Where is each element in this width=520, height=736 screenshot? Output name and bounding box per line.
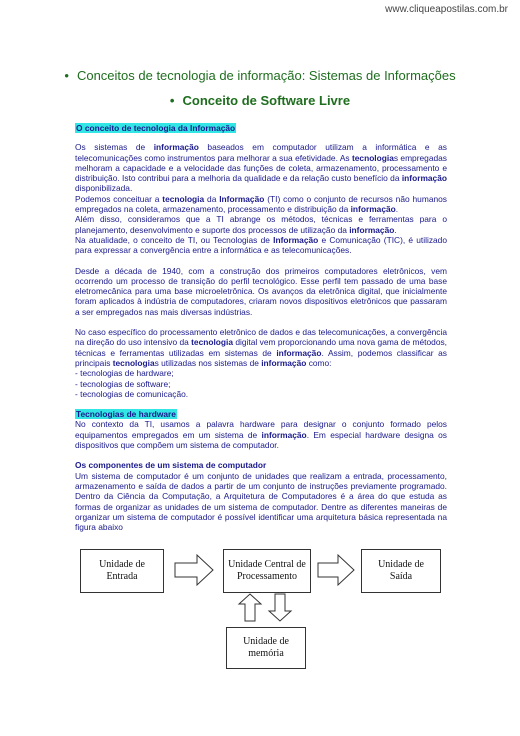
title-block [60,68,460,108]
site-url[interactable]: www.cliqueapostilas.com.br [385,4,508,15]
up-arrow-icon [239,594,261,621]
list-item: - tecnologias de hardware; [75,368,174,379]
memory-unit-box: Unidade de memória [226,627,306,669]
section-heading-ti: O conceito de tecnologia da Informação [76,123,236,133]
paragraph: Os sistemas de informação baseados em computador utilizam a informática e as telecomunicações como instrumentos para melhorar a sua efetividade. As tecnologias empregadas melhoram a capacidade e a velocidade das funções de coleta, armazenamento, processamento e distribuição. Isto contribui para a melhoria da qualidade e da relação custo benefício da informação disponibilizada. [75,142,447,194]
right-arrow-icon [175,555,213,585]
input-unit-box: Unidade de Entrada [80,549,164,593]
document-body [75,123,447,532]
paragraph: Desde a década de 1940, com a construção dos primeiros computadores eletrônicos, vem ocorrendo um processo de transição do perfil tecnológico. Esse perfil tem passado de uma base eletromecânica para uma base microeletrônica. Os avanços da eletrônica digital, que inicialmente foram aplicados à indústria de computadores, criaram novos dispositivos eletrônicos que passaram a ser empregados nas mais diversas indústrias. [75,265,447,317]
section-heading-components: Os componentes de um sistema de computador [75,460,267,471]
bullet-glyph: • [169,93,175,108]
paragraph: No caso específico do processamento eletrônico de dados e das telecomunicações, a convergência na direção do uso intensivo da tecnologia digital vem proporcionando uma nova gama de métodos, técnicas e ferramentas utilizadas em sistemas de informação. Assim, podemos classificar as principais tecnologias utilizadas nos sistemas de informação como: [75,327,447,368]
cpu-box: Unidade Central de Processamento [223,549,311,593]
subtitle-text: Conceito de Software Livre [182,93,351,108]
main-title [60,68,460,83]
paragraph: Além disso, consideramos que a TI abrange os métodos, técnicas e ferramentas para o planejamento, desenvolvimento e suporte dos processos de utilização da informação. [75,214,447,235]
down-arrow-icon [269,594,291,621]
list-item: - tecnologias de software; [75,378,171,389]
right-arrow-icon [318,555,354,585]
paragraph: No contexto da TI, usamos a palavra hardware para designar o conjunto formado pelos equipamentos empregados em um sistema de informação. Em especial hardware designa os dispositivos que compõem um sistema de computador. [75,419,447,451]
bullet-glyph: • [64,68,69,83]
main-title-text: Conceitos de tecnologia de informação: Sistemas de Informações [76,68,456,83]
subtitle [60,93,460,108]
section-heading-hardware: Tecnologias de hardware [76,409,176,420]
paragraph: Podemos conceituar a tecnologia da Informação (TI) como o conjunto de recursos não humanos empregados na coleta, armazenamento, processamento e distribuição da informação. [75,193,447,215]
list-item: - tecnologias de comunicação. [75,388,189,399]
paragraph: Um sistema de computador é um conjunto de unidades que realizam a entrada, processamento, armazenamento e saída de dados a partir de um conjunto de instruções previamente programado. Dentro da Ciência da Computação, a Arquitetura de Computadores é a área do que estuda as formas de organizar as unidades de um sistema de computador. Dentre as diferentes maneiras de organizar um sistema de computador é possível identificar uma arquitetura básica representada na figura abaixo [75,470,447,533]
paragraph: Na atualidade, o conceito de TI, ou Tecnologias de Informação e Comunicação (TIC), é utilizado para expressar a convergência entre a informática e as telecomunicações. [75,234,448,256]
output-unit-box: Unidade de Saída [361,549,441,593]
